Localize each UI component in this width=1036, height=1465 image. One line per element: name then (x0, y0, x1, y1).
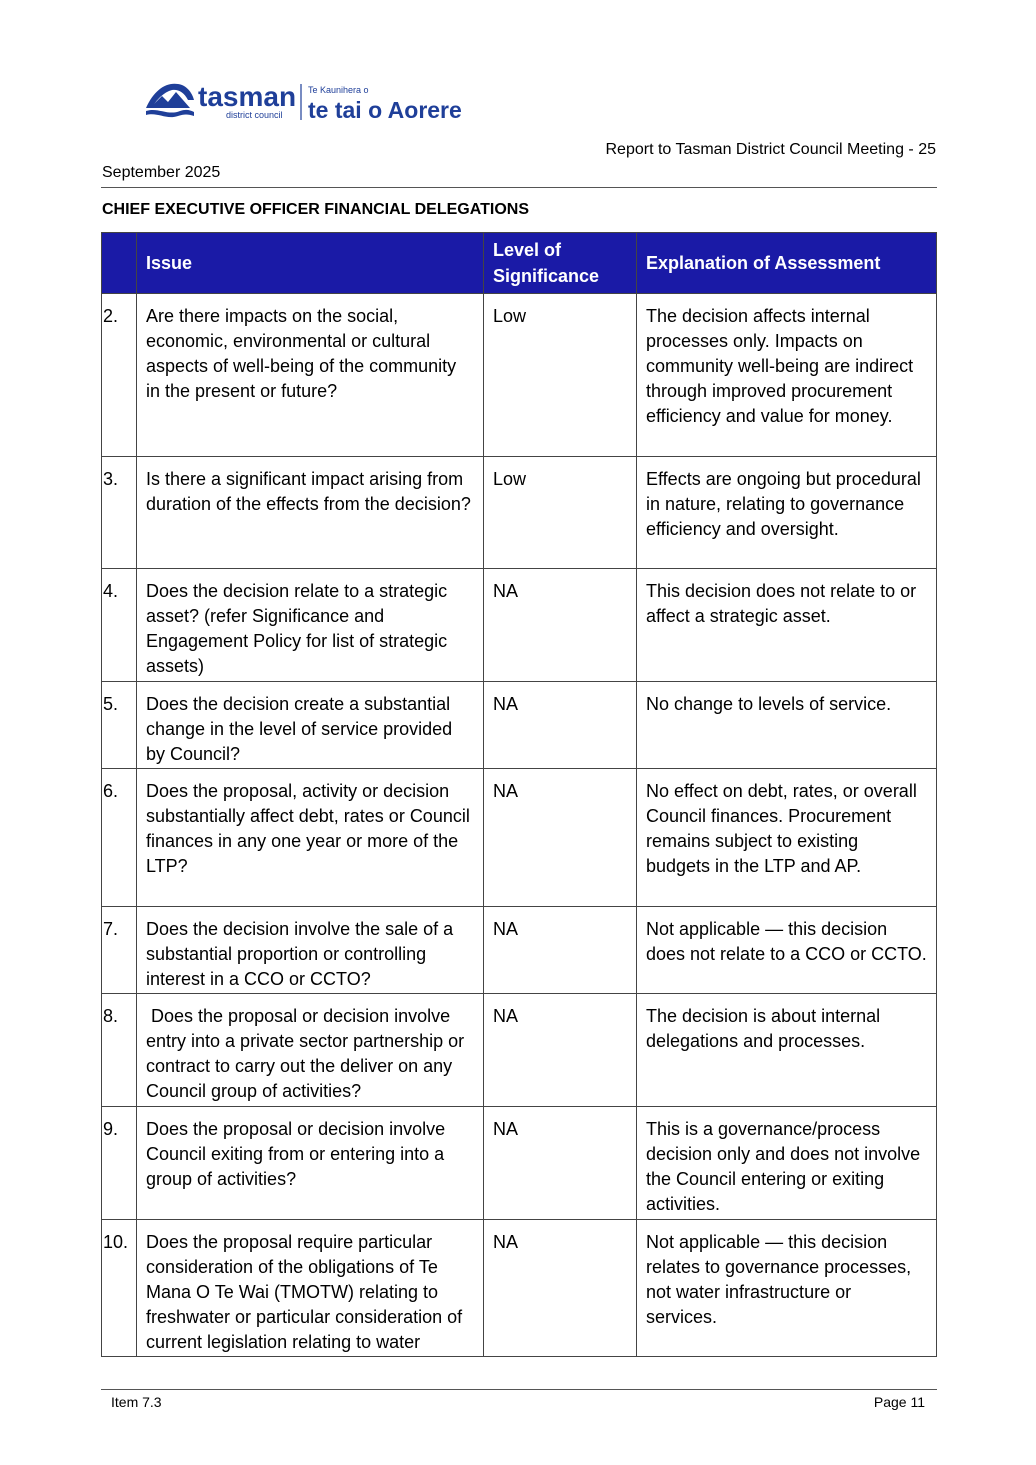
row-level: NA (484, 569, 637, 682)
row-issue: Does the proposal or decision involve entry into a private sector partnership or contract to carry out the deliver on any Council group of activities? (137, 994, 484, 1107)
row-explanation: Effects are ongoing but procedural in nature, relating to governance efficiency and oversight. (637, 457, 937, 569)
row-level: NA (484, 1107, 637, 1220)
row-explanation: This is a governance/process decision only and does not involve the Council entering or exiting activities. (637, 1107, 937, 1220)
header-number (102, 233, 137, 294)
row-level: NA (484, 769, 637, 907)
header-issue: Issue (137, 233, 484, 294)
section-title: CHIEF EXECUTIVE OFFICER FINANCIAL DELEGATIONS (102, 201, 529, 218)
row-level: NA (484, 682, 637, 769)
table-row (102, 1220, 937, 1357)
row-level: NA (484, 994, 637, 1107)
row-number: 6. (102, 769, 137, 907)
row-number: 5. (102, 682, 137, 769)
row-number: 4. (102, 569, 137, 682)
row-explanation: No change to levels of service. (637, 682, 937, 769)
row-explanation: No effect on debt, rates, or overall Council finances. Procurement remains subject to existing budgets in the LTP and AP. (637, 769, 937, 907)
row-issue: Does the decision create a substantial change in the level of service provided by Council? (137, 682, 484, 769)
table-row (102, 457, 937, 569)
footer-item-number: Item 7.3 (111, 1394, 162, 1410)
report-title: Report to Tasman District Council Meeting - 25 (605, 141, 936, 158)
row-number: 8. (102, 994, 137, 1107)
row-number: 3. (102, 457, 137, 569)
table-row (102, 907, 937, 994)
row-explanation: This decision does not relate to or affect a strategic asset. (637, 569, 937, 682)
table-row (102, 682, 937, 769)
row-level: Low (484, 294, 637, 457)
logo-brand-name: tasman (198, 81, 297, 112)
row-issue: Are there impacts on the social, economic, environmental or cultural aspects of well-being of the community in the present or future? (137, 294, 484, 457)
logo-brand-sub: district council (226, 110, 283, 120)
row-issue: Does the decision involve the sale of a substantial proportion or controlling interest in a CCO or CCTO? (137, 907, 484, 994)
row-explanation: The decision is about internal delegations and processes. (637, 994, 937, 1107)
logo-maori-small: Te Kaunihera o (308, 85, 369, 95)
table-row (102, 569, 937, 682)
row-number: 9. (102, 1107, 137, 1220)
header-divider (101, 187, 937, 188)
row-issue: Does the proposal or decision involve Council exiting from or entering into a group of activities? (137, 1107, 484, 1220)
table-row (102, 769, 937, 907)
row-explanation: Not applicable — this decision relates to governance processes, not water infrastructure or services. (637, 1220, 937, 1357)
row-issue: Is there a significant impact arising from duration of the effects from the decision? (137, 457, 484, 569)
row-level: NA (484, 1220, 637, 1357)
report-date: September 2025 (102, 164, 221, 181)
table-header-row (102, 233, 937, 294)
tasman-district-council-logo (144, 78, 464, 126)
row-issue: Does the proposal, activity or decision substantially affect debt, rates or Council finances in any one year or more of the LTP? (137, 769, 484, 907)
significance-assessment-table (101, 232, 937, 1357)
row-explanation: Not applicable — this decision does not relate to a CCO or CCTO. (637, 907, 937, 994)
header-level: Level of Significance (484, 233, 637, 294)
table-row (102, 994, 937, 1107)
row-number: 7. (102, 907, 137, 994)
logo-maori-large: te tai o Aorere (308, 97, 462, 123)
row-level: Low (484, 457, 637, 569)
header-explanation: Explanation of Assessment (637, 233, 937, 294)
table-row (102, 1107, 937, 1220)
footer-divider (101, 1389, 937, 1390)
footer-page-number: Page 11 (873, 1394, 925, 1410)
row-issue: Does the proposal require particular consideration of the obligations of Te Mana O Te Wai (TMOTW) relating to freshwater or particular consideration of current legislation relating to water (137, 1220, 484, 1357)
table-row (102, 294, 937, 457)
row-explanation: The decision affects internal processes only. Impacts on community well-being are indirect through improved procurement efficiency and value for money. (637, 294, 937, 457)
row-level: NA (484, 907, 637, 994)
row-issue: Does the decision relate to a strategic asset? (refer Significance and Engagement Policy for list of strategic assets) (137, 569, 484, 682)
row-number: 10. (102, 1220, 137, 1357)
row-number: 2. (102, 294, 137, 457)
